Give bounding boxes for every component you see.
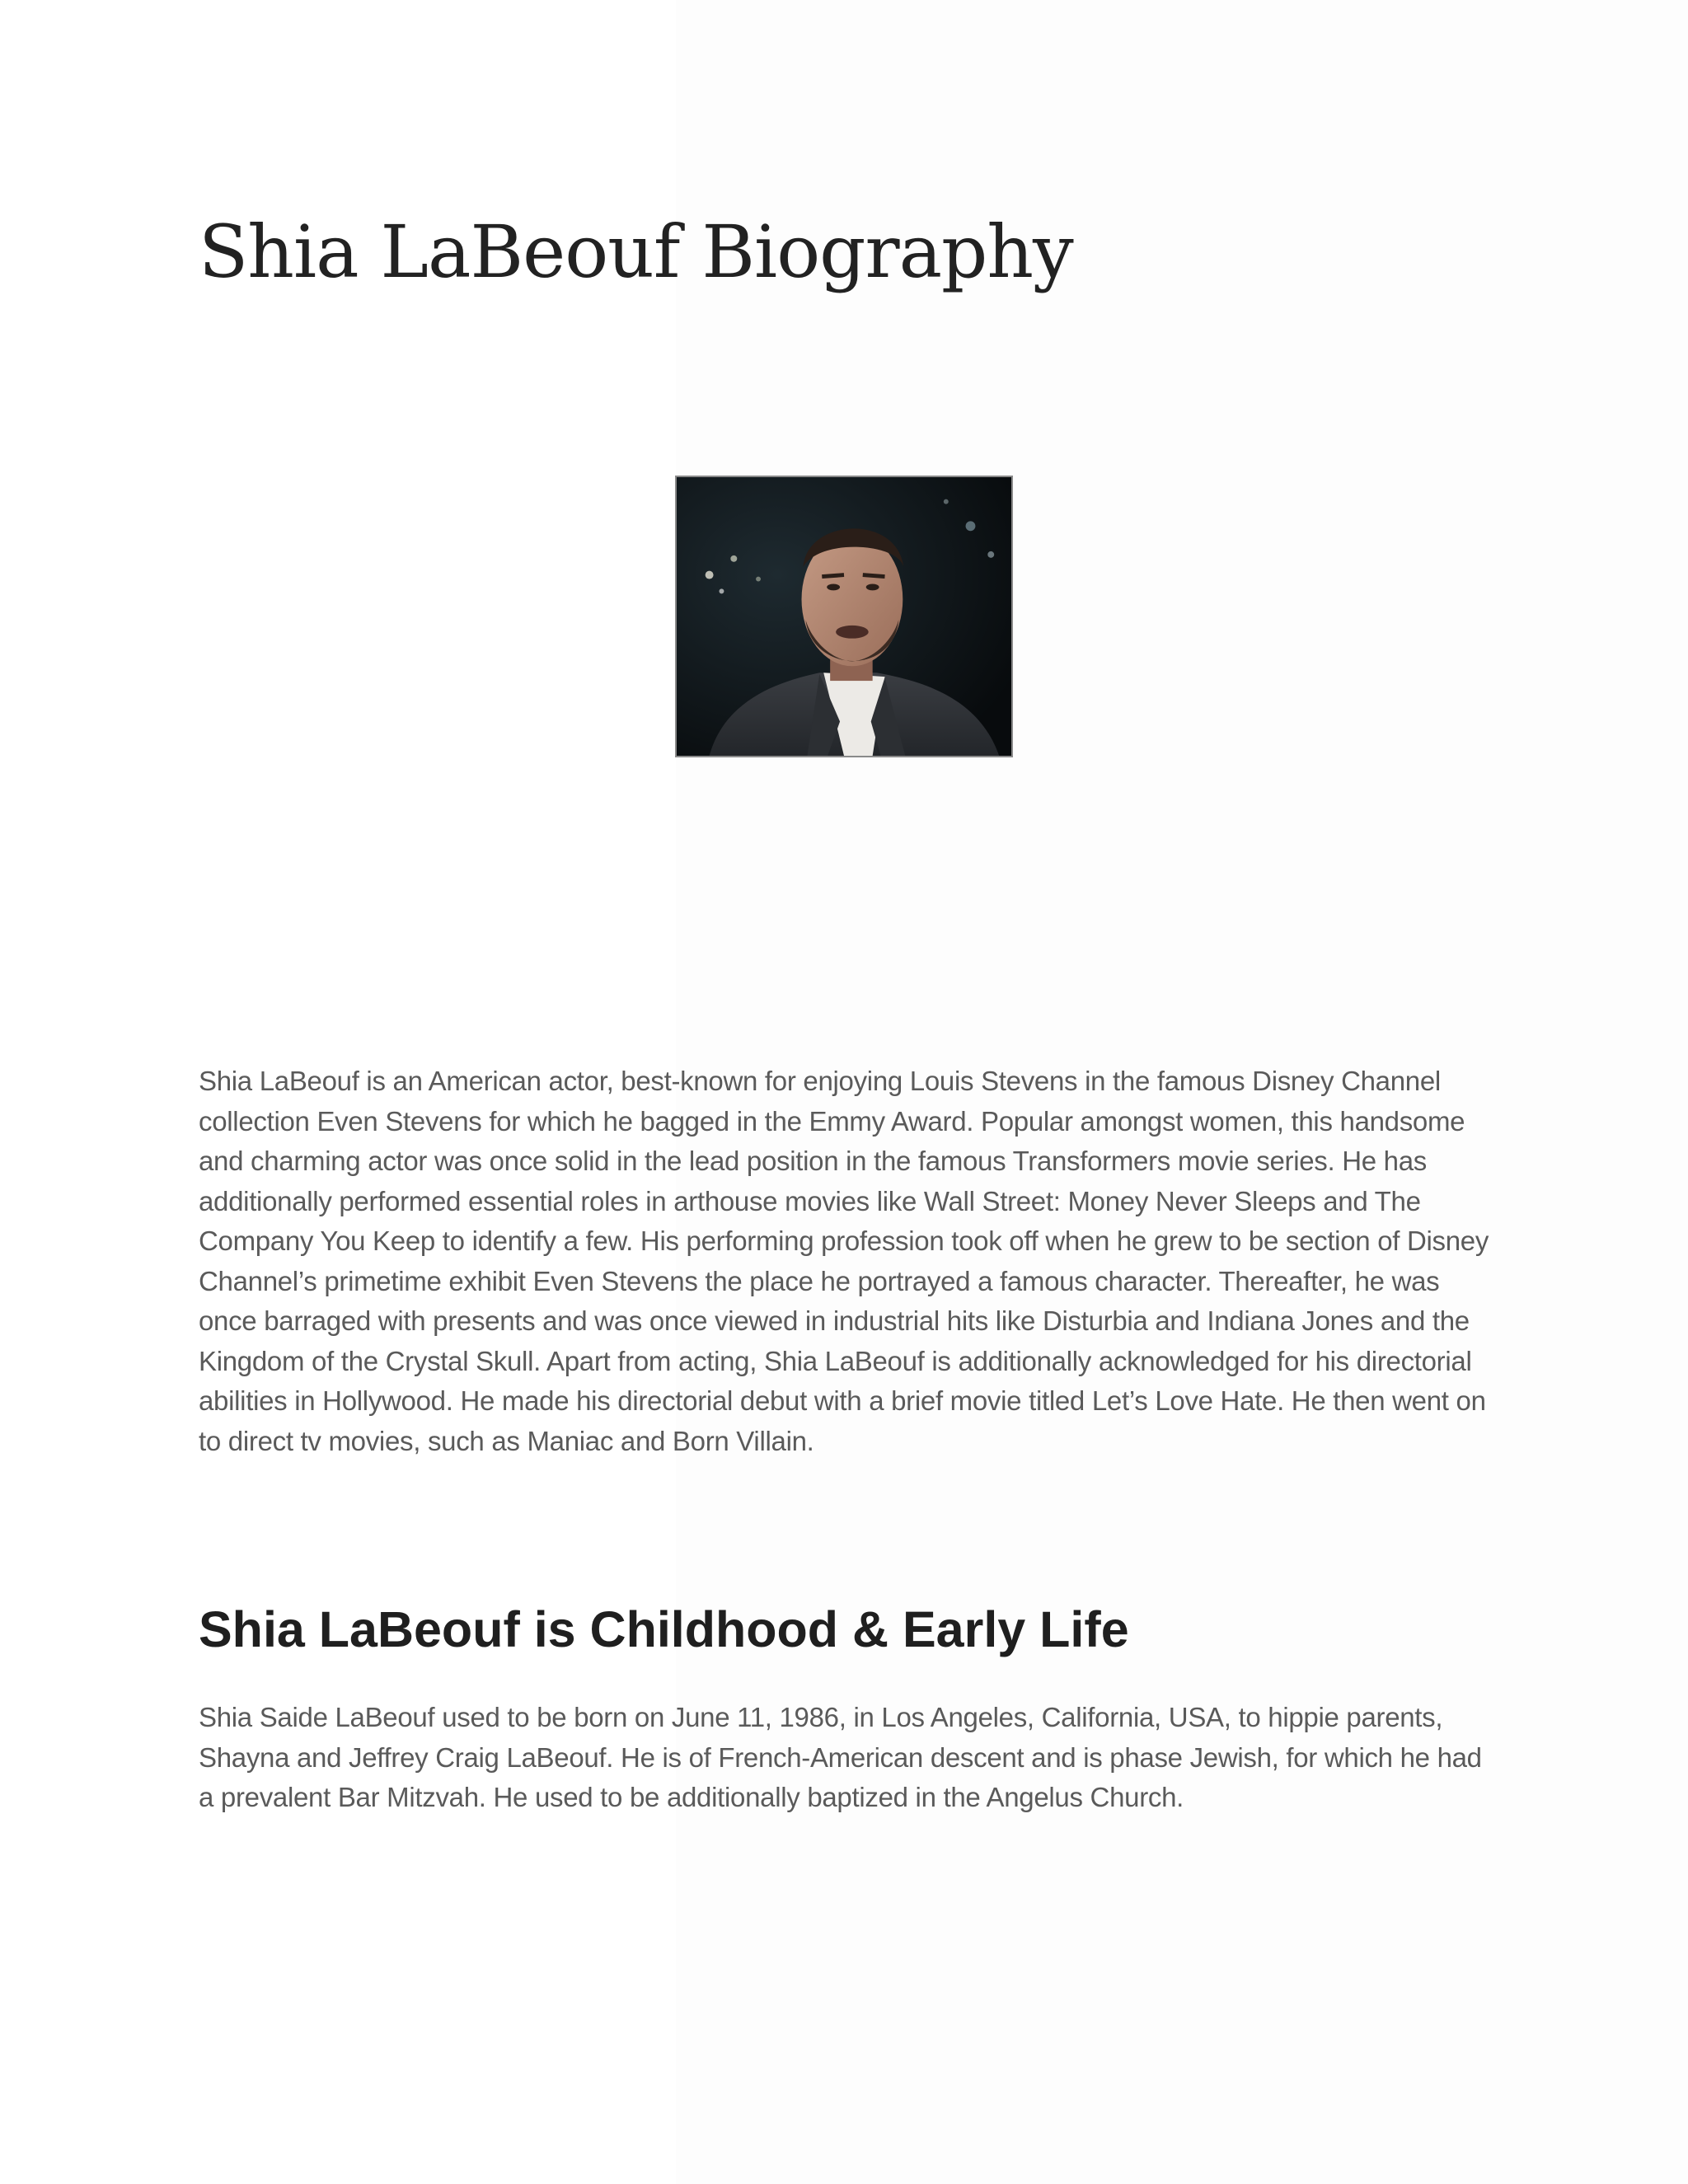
portrait-photo	[675, 476, 1013, 757]
section-heading-childhood: Shia LaBeouf is Childhood & Early Life	[199, 1601, 1129, 1657]
portrait-photo-illustration	[677, 477, 1011, 756]
intro-paragraph: Shia LaBeouf is an American actor, best-known for enjoying Louis Stevens in the famous Disney Channel collection Even Stevens for which he bagged in the Emmy Award. Popular amongst women, this handsome and charming actor was once solid in the lead position in the famous Transformers movie series. He has additionally performed essential roles in arthouse movies like Wall Street: Money Never Sleeps and The Company You Keep to identify a few. His performing profession took off when he grew to be section of Disney Channel’s primetime exhibit Even Stevens the place he portrayed a famous character. Thereafter, he was once barraged with presents and was once viewed in industrial hits like Disturbia and Indiana Jones and the Kingdom of the Crystal Skull. Apart from acting, Shia LaBeouf is additionally acknowledged for his directorial abilities in Hollywood. He made his directorial debut with a brief movie titled Let’s Love Hate. He then went on to direct tv movies, such as Maniac and Born Villain.	[199, 1066, 1489, 1456]
early-life-paragraph: Shia Saide LaBeouf used to be born on June 11, 1986, in Los Angeles, California, USA, to hippie parents, Shayna and Jeffrey Craig LaBeouf. He is of French-American descent and is phase Jewish, for which he had a prevalent Bar Mitzvah. He used to be additionally baptized in the Angelus Church.	[199, 1702, 1482, 1812]
page-title: Shia LaBeouf Biography	[199, 209, 1073, 294]
